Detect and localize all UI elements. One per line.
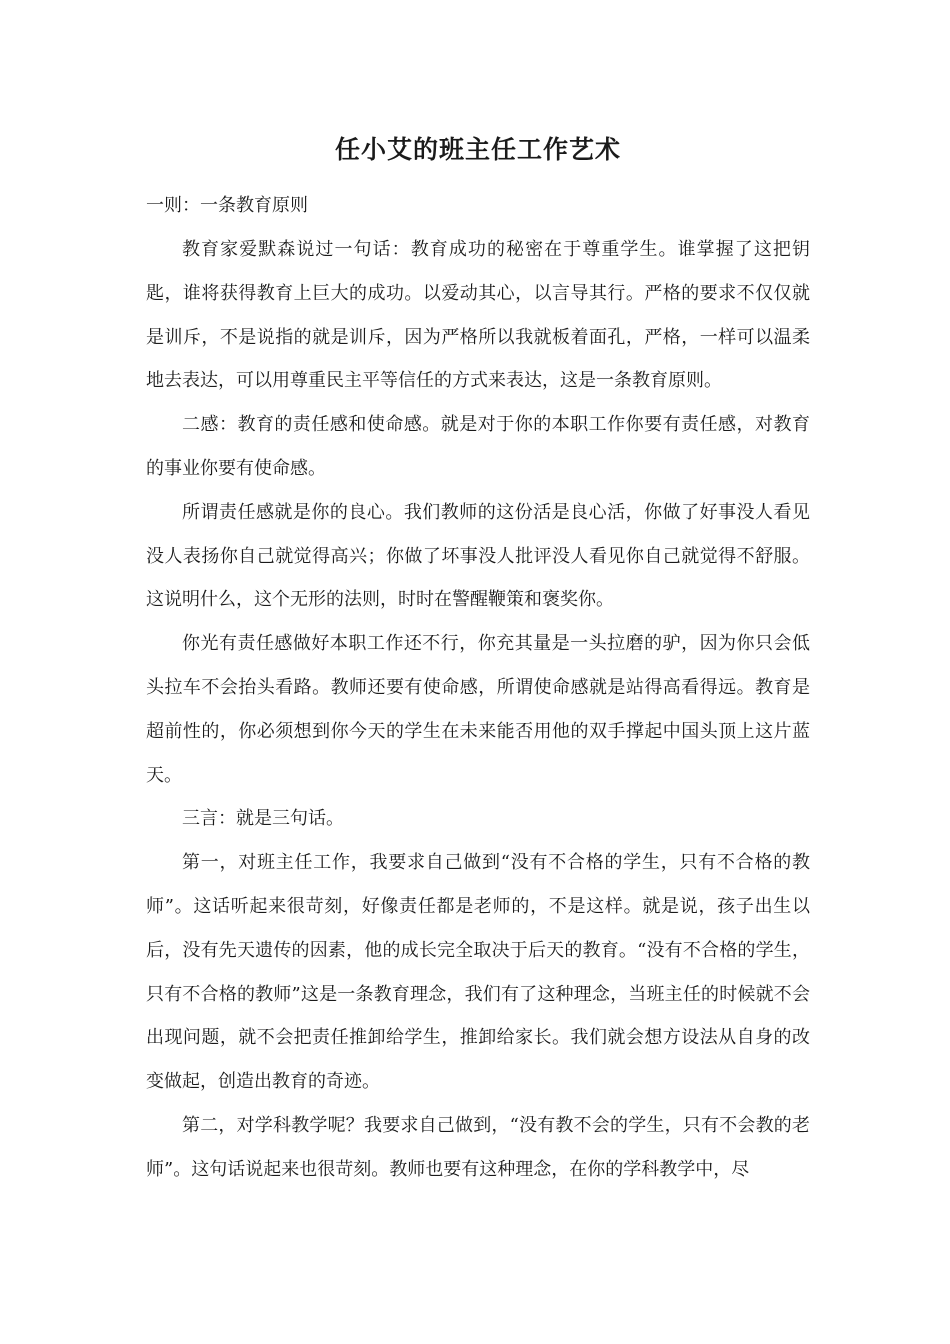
paragraph-4: 你光有责任感做好本职工作还不行，你充其量是一头拉磨的驴，因为你只会低头拉车不会抬头看路。教师还要有使命感，所谓使命感就是站得高看得远。教育是超前性的，你必须想到你今天的学生在未来能否用他的双手撑起中国头顶上这片蓝天。 bbox=[146, 633, 810, 786]
paragraph-1: 教育家爱默森说过一句话：教育成功的秘密在于尊重学生。谁掌握了这把钥匙，谁将获得教育上巨大的成功。以爱动其心，以言导其行。严格的要求不仅仅就是训斥，不是说指的就是训斥，因为严格所以我就板着面孔，严格，一样可以温柔地去表达，可以用尊重民主平等信任的方式来表达，这是一条教育原则。 bbox=[146, 239, 810, 392]
paragraph-6: 第一，对班主任工作，我要求自己做到“没有不合格的学生，只有不合格的教师”。这话听起来很苛刻，好像责任都是老师的，不是这样。就是说，孩子出生以后，没有先天遗传的因素，他的成长完全取决于后天的教育。“没有不合格的学生，只有不合格的教师”这是一条教育理念，我们有了这种理念，当班主任的时候就不会出现问题，就不会把责任推卸给学生，推卸给家长。我们就会想方设法从自身的改变做起，创造出教育的奇迹。 bbox=[146, 852, 810, 1093]
document-title: 任小艾的班主任工作艺术 bbox=[334, 135, 621, 164]
paragraph-3: 所谓责任感就是你的良心。我们教师的这份活是良心活，你做了好事没人看见没人表扬你自己就觉得高兴；你做了坏事没人批评没人看见你自己就觉得不舒服。这说明什么，这个无形的法则，时时在警醒鞭策和褒奖你。 bbox=[146, 501, 810, 611]
paragraph-5: 三言：就是三句话。 bbox=[182, 808, 344, 830]
paragraph-2: 二感：教育的责任感和使命感。就是对于你的本职工作你要有责任感，对教育的事业你要有使命感。 bbox=[146, 414, 810, 479]
section-heading: 一则：一条教育原则 bbox=[146, 195, 308, 216]
document-page bbox=[146, 128, 810, 1192]
paragraph-7: 第二，对学科教学呢？我要求自己做到，“没有教不会的学生，只有不会教的老师”。这句话说起来也很苛刻。教师也要有这种理念，在你的学科教学中，尽 bbox=[146, 1114, 810, 1180]
